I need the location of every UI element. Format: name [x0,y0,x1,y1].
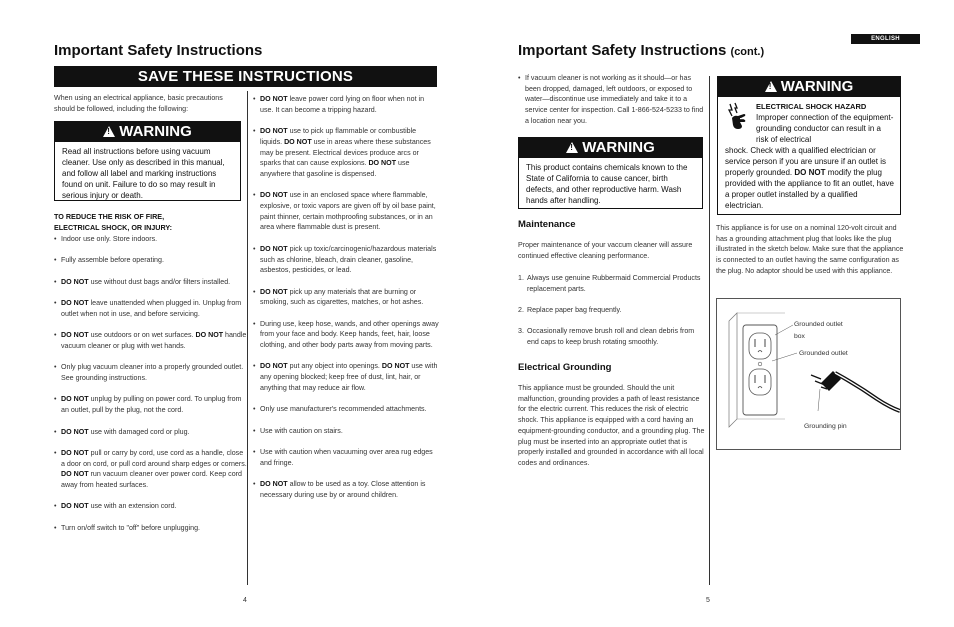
safety-list-item: • DO NOT use outdoors or on wet surfaces. DO NOT handle vacuum cleaner or plug with wet hands. [54,330,248,351]
warning-chemicals-text: This product contains chemicals known to the State of California to cause cancer, birth defects, and other reproductive harm. Wash hands after handling. [526,163,688,205]
safety-list-item: • DO NOT use in an enclosed space where flammable, explosive, or toxic vapors are given off by oil base paint, paint thinner, certain mothproofing substances, or in an area where flammable dust is present. [253,190,439,233]
safety-list-item: • Indoor use only. Store indoors. [54,234,248,245]
warning-header-chemicals: !WARNING [519,138,702,158]
warning-triangle-icon [103,126,115,137]
risk-heading: TO REDUCE THE RISK OF FIRE, ELECTRICAL SHOCK, OR INJURY: [54,212,173,232]
warning-box-shock [717,76,901,215]
safety-list-item: • DO NOT unplug by pulling on power cord. To unplug from an outlet, pull by the plug, not the cord. [54,394,248,415]
page-number-right: 5 [706,597,710,604]
language-tab: ENGLISH [851,34,920,44]
left-page-title: Important Safety Instructions [54,42,263,59]
vacuum-service-bullet: • If vacuum cleaner is not working as it should—or has been dropped, damaged, left outdoors, or exposed to water—discontinue use immediately and take it to a service center for inspection. Call 1-866-524-5233 to find a location near you. [518,73,704,137]
safety-list-item: • DO NOT leave unattended when plugged in. Unplug from outlet when not in use, and before servicing. [54,298,248,319]
maintenance-steps [518,273,704,359]
safety-list-item: • DO NOT put any object into openings. DO NOT use with any opening blocked; keep free of dust, lint, hair, or anything that may reduce air flow. [253,361,439,393]
shock-hazard-title: ELECTRICAL SHOCK HAZARD [756,102,867,111]
electric-shock-hand-icon [726,102,748,132]
right-page-title: Important Safety Instructions (cont.) [518,42,765,59]
page-number-left: 4 [243,597,247,604]
maintenance-heading: Maintenance [518,219,576,230]
shock-hazard-text: shock. Check with a qualified electrician or service person if you are unsure if an outlet is properly grounded. DO NOT modify the plug provided with the appliance to fit an outlet, have a proper outlet installed by a qualified electrician. [725,146,894,210]
safety-list-item: • Only plug vacuum cleaner into a properly grounded outlet. See grounding instructions. [54,362,248,383]
shock-hazard-text-indented: Improper connection of the equipment-grounding conductor can result in a risk of electrical [756,113,894,144]
maintenance-step: 3. Occasionally remove brush roll and clean debris from end caps to keep brush rotating smoothly. [518,327,695,347]
save-instructions-banner: SAVE THESE INSTRUCTIONS [54,66,437,87]
maintenance-step: 2. Replace paper bag frequently. [518,306,622,315]
label-grounding-pin: Grounding pin [804,423,847,430]
warning-triangle-icon [765,81,777,92]
maintenance-intro: Proper maintenance of your vaccum cleaner will assure continued effective cleaning performance. [518,241,693,260]
safety-list-item: • Fully assemble before operating. [54,255,248,266]
warning-header-shock: !WARNING [718,77,900,97]
safety-list-item: • Only use manufacturer's recommended attachments. [253,404,439,415]
column-divider-left [247,91,248,585]
left-intro: When using an electrical appliance, basic precautions should be followed, including the following: [54,94,223,113]
safety-list-item: • Use with caution when vacuuming over area rug edges and fringe. [253,447,439,468]
warning-box-read-instructions [54,121,241,201]
safety-list-item: • Turn on/off switch to "off" before unplugging. [54,523,248,534]
warning-box-chemicals [518,137,703,209]
grounding-heading: Electrical Grounding [518,362,612,373]
safety-list-item: • During use, keep hose, wands, and other openings away from your face and body. Keep hands, feet, hair, loose clothing, and other body parts away from moving parts. [253,319,439,351]
warning-header: !WARNING [55,122,240,142]
grounding-diagram [716,298,901,450]
safety-list-column-1 [54,234,248,544]
safety-list-item: • DO NOT allow to be used as a toy. Close attention is necessary during use by or around children. [253,479,439,500]
safety-list-item: • DO NOT use to pick up flammable or combustible liquids. DO NOT use in areas where these substances may be present. Electrical devices produce arcs or sparks that can cause explosions. DO NOT use anywhere that gasoline is dispensed. [253,126,439,180]
volt-circuit-text: This appliance is for use on a nominal 120-volt circuit and has a grounding attachment plug that looks like the plug illustrated in the sketch below. Make sure that the appliance is connected to an outlet having the same configuration as the plug. No adaptor should be used with this appliance. [716,224,904,275]
safety-list-item: • DO NOT pick up any materials that are burning or smoking, such as cigarettes, matches, or hot ashes. [253,287,439,308]
warning-text: Read all instructions before using vacuum cleaner. Use only as described in this manual, and follow all label and marking instructions found on unit. Failure to do so may result in serious injury or death. [62,147,225,200]
safety-list-column-2 [253,94,439,511]
label-grounded-outlet: Grounded outlet [799,350,848,357]
safety-list-item: • Use with caution on stairs. [253,426,439,437]
safety-list-item: • DO NOT pull or carry by cord, use cord as a handle, close a door on cord, or pull cord around sharp edges or corners. DO NOT run vacuum cleaner over power cord. Keep cord away from heated surfaces. [54,448,248,491]
warning-triangle-icon [566,142,578,153]
column-divider-right [709,76,710,585]
safety-list-item: • DO NOT use with an extension cord. [54,501,248,512]
maintenance-step: 1. Always use genuine Rubbermaid Commercial Products replacement parts. [518,274,701,293]
label-grounded-outlet-box: Grounded outlet box [794,321,843,340]
safety-list-item: • DO NOT use without dust bags and/or filters installed. [54,277,248,288]
safety-list-item: • DO NOT pick up toxic/carcinogenic/hazardous materials such as chlorine, bleach, drain cleaner, gasoline, asbestos, pesticides, or lead. [253,244,439,276]
grounding-text: This appliance must be grounded. Should the unit malfunction, grounding provides a path of least resistance for the electric current. This reduces the risk of electric shock. This appliance is equipped with a cord having an equipment-grounding conductor, and a grounding plug. The plug must be inserted into an appropriate outlet that is properly installed and grounded in accordance with all local codes and ordinances. [518,384,705,467]
safety-list-item: • DO NOT use with damaged cord or plug. [54,427,248,438]
safety-list-item: • DO NOT leave power cord lying on floor when not in use. It can become a tripping hazard. [253,94,439,115]
